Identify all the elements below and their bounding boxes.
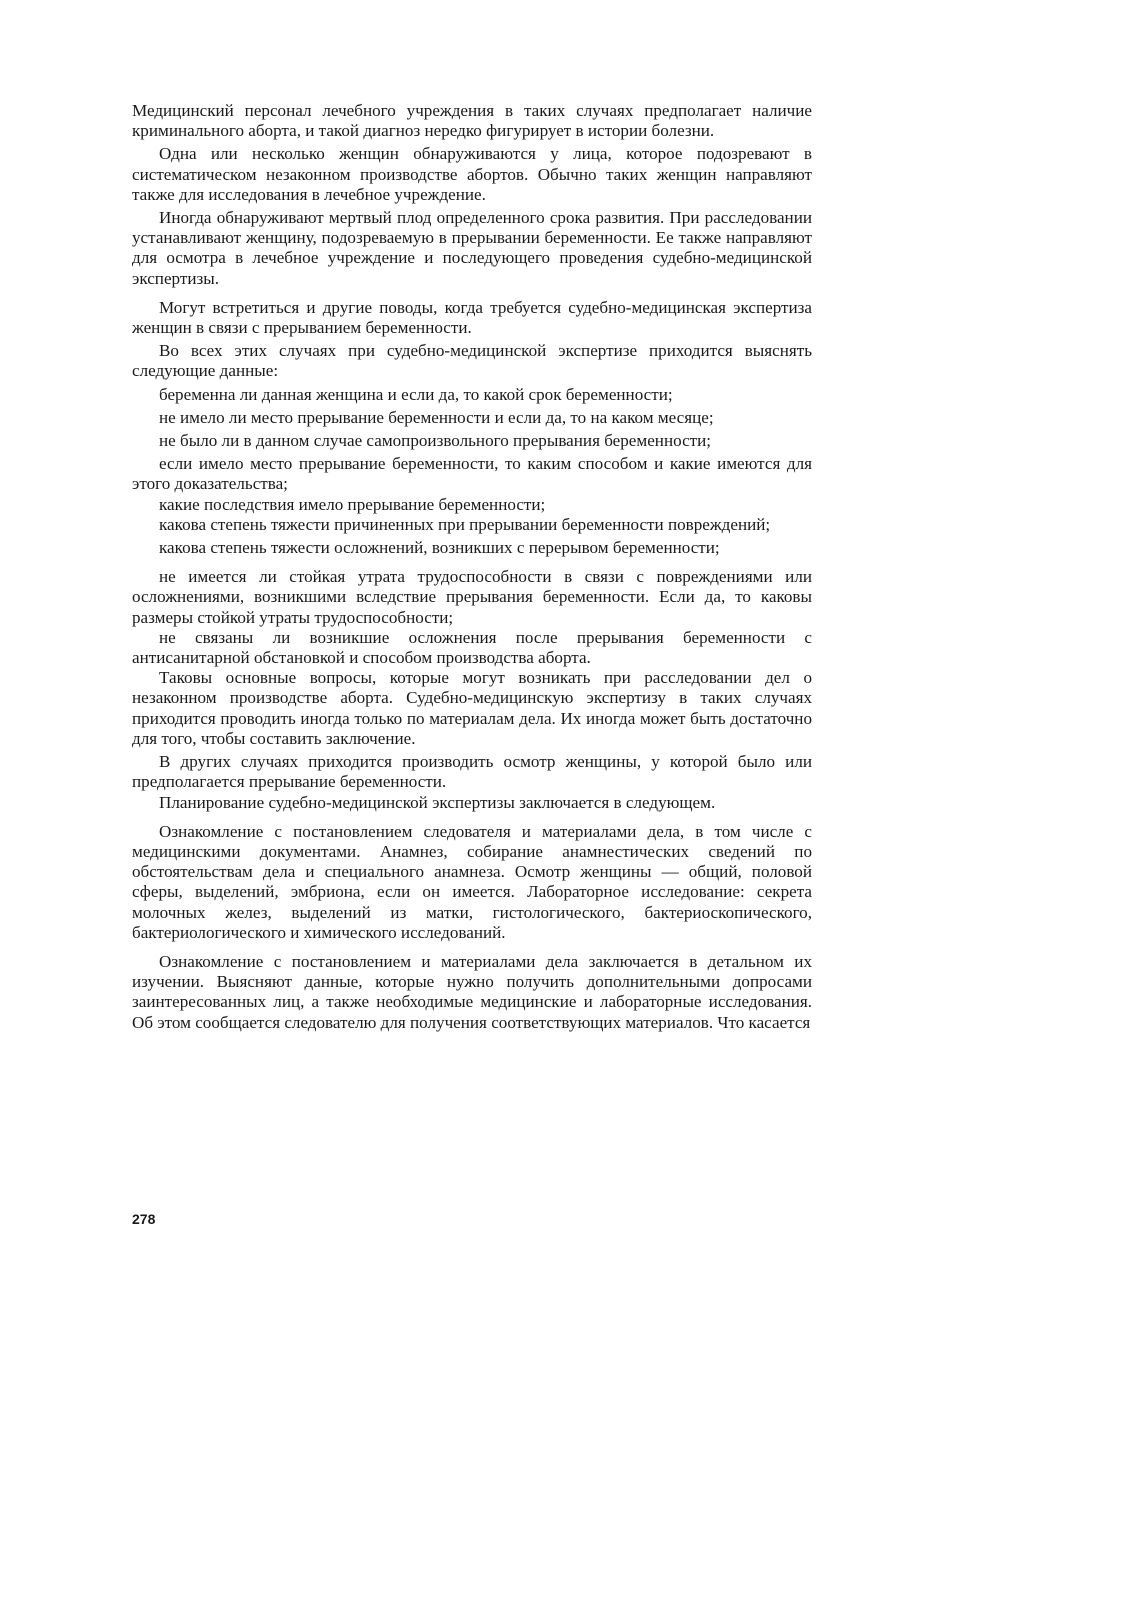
paragraph-familiarization: Ознакомление с постановлением следователя и материалами дела, в том числе с медицинскими документами. Анамнез, собирание анамнестических сведений по обстоятельствам дела и специального анамнеза. Осмотр женщины — общий, половой сферы, выделений, эмбриона, если он имеется. Лабораторное исследование: секрета молочных желез, выделений из матки, гистологического, бактериоскопического, бактериологического и химического исследований. <box>132 821 812 942</box>
paragraph-2: Одна или несколько женщин обнаруживаются у лица, которое подозревают в систематическом незаконном производстве абортов. Обычно таких женщин направляют также для исследования в лечебное учреждение. <box>132 144 812 204</box>
list-item-method: если имело место прерывание беременности, то каким способом и какие имеются для этого доказательства; <box>132 454 812 494</box>
list-item-sanitary: не связаны ли возникшие осложнения после прерывания беременности с антисанитарной обстановкой и способом производства аборта. <box>132 627 812 668</box>
page-number: 278 <box>132 1211 156 1227</box>
paragraph-1: Медицинский персонал лечебного учреждения в таких случаях предполагает наличие криминального аборта, и такой диагноз нередко фигурирует в истории болезни. <box>132 101 812 141</box>
list-item-interruption-month: не имело ли место прерывание беременности и если да, то на каком месяце; <box>159 407 714 427</box>
paragraph-detailed-study: Ознакомление с постановлением и материалами дела заключается в детальном их изучении. Выясняют данные, которые нужно получить дополнительными допросами заинтересованных лиц, а также необходимые медицинские и лабораторные исследования. Об этом сообщается следователю для получения соответствующих материалов. Что касается <box>132 951 812 1032</box>
page-text-block <box>132 101 812 1033</box>
list-item-spontaneous: не было ли в данном случае самопроизвольного прерывания беременности; <box>159 431 712 451</box>
paragraph-main-questions: Таковы основные вопросы, которые могут возникать при расследовании дел о незаконном производстве аборта. Судебно-медицинскую экспертизу в таких случаях приходится проводить иногда только по материалам дела. Их иногда может быть достаточно для того, чтобы составить заключение. <box>132 668 812 748</box>
list-item-disability: не имеется ли стойкая утрата трудоспособности в связи с повреждениями или осложнениями, возникшими вследствие прерывания беременности. Если да, то каковы размеры стойкой утраты трудоспособности; <box>132 567 812 627</box>
list-item-pregnancy: беременна ли данная женщина и если да, то какой срок беременности; <box>159 384 673 404</box>
list-item-complication-severity: какова степень тяжести осложнений, возникших с перерывом беременности; <box>159 538 720 558</box>
list-item-consequences: какие последствия имело прерывание беременности; <box>159 494 546 514</box>
paragraph-5: Во всех этих случаях при судебно-медицинской экспертизе приходится выяснять следующие данные: <box>132 341 812 381</box>
paragraph-4: Могут встретиться и другие поводы, когда требуется судебно-медицинская экспертиза женщин в связи с прерыванием беременности. <box>132 297 812 338</box>
paragraph-other-cases: В других случаях приходится производить осмотр женщины, у которой было или предполагается прерывание беременности. <box>132 752 812 792</box>
paragraph-planning: Планирование судебно-медицинской экспертизы заключается в следующем. <box>159 792 716 812</box>
paragraph-3: Иногда обнаруживают мертвый плод определенного срока развития. При расследовании устанавливают женщину, подозреваемую в прерывании беременности. Ее также направляют для осмотра в лечебное учреждение и последующего проведения судебно-медицинской экспертизы. <box>132 208 812 288</box>
list-item-injury-severity: какова степень тяжести причиненных при прерывании беременности повреждений; <box>159 514 771 534</box>
